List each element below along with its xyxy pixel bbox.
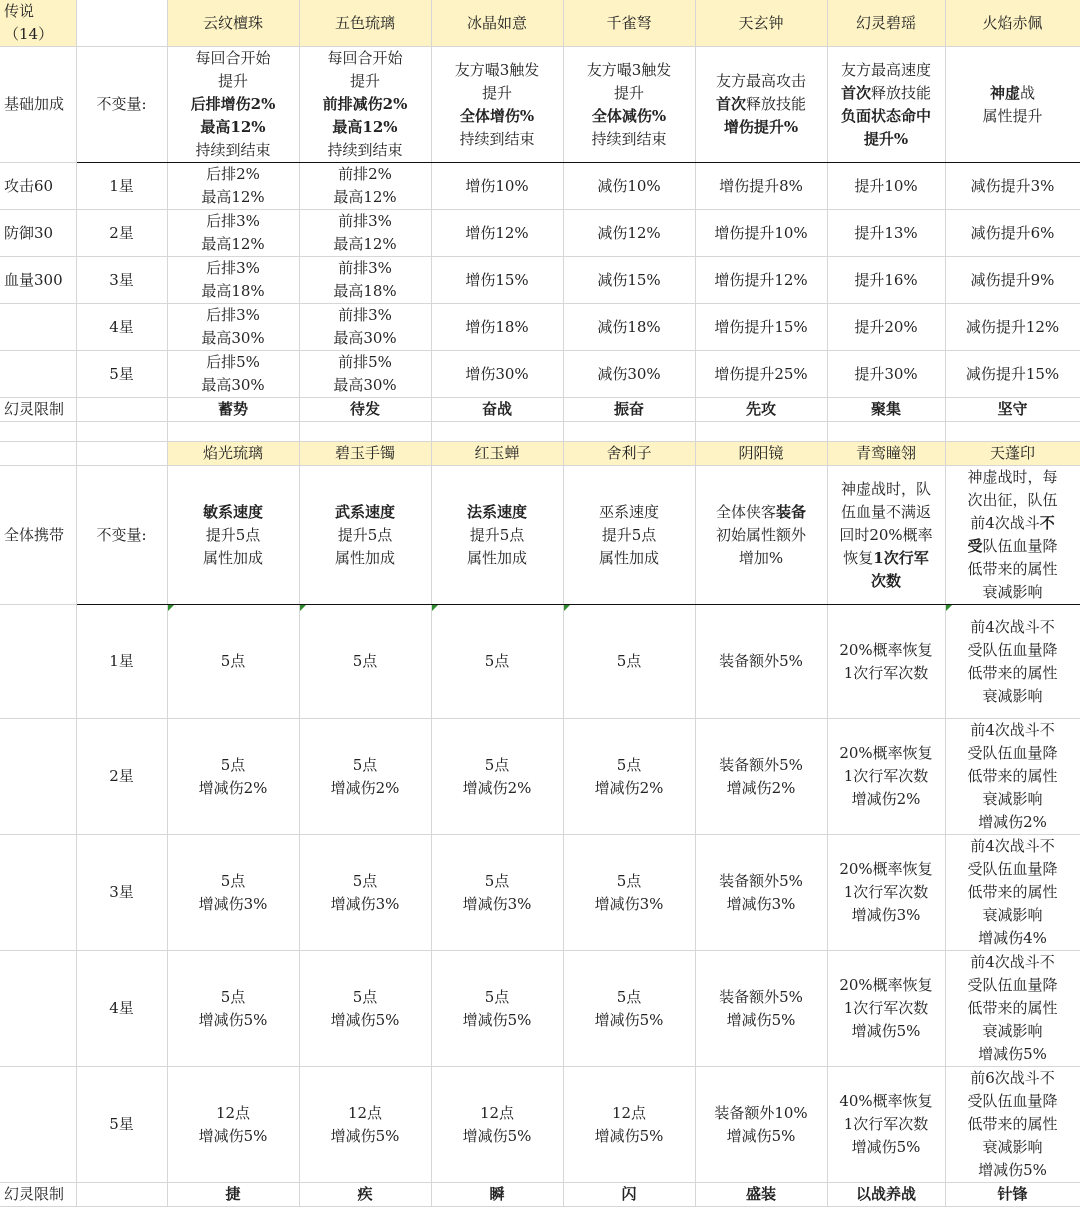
base-value: 提升30% [827,351,945,398]
base-value: 提升16% [827,257,945,304]
item-name-2: 五色琉璃 [299,0,431,47]
limit-11: 闪 [563,1183,695,1207]
carry-value: 5点 增减伤5% [167,951,299,1067]
base-value: 增伤提升25% [695,351,827,398]
limit-7: 坚守 [945,398,1080,422]
star-label: 4星 [76,951,167,1067]
base-value: 前排3% 最高18% [299,257,431,304]
item-name-9: 碧玉手镯 [299,442,431,466]
carry-value: 前4次战斗不 受队伍血量降 低带来的属性 衰减影响 [945,605,1080,719]
base-desc-7: 神虚战 属性提升 [945,47,1080,163]
empty-cell [563,422,695,442]
carry-value: 5点 增减伤2% [431,719,563,835]
star-label: 1星 [76,605,167,719]
limit-5: 先攻 [695,398,827,422]
carry-value: 装备额外5% 增减伤3% [695,835,827,951]
limit-1: 蓄势 [167,398,299,422]
base-desc-5: 友方最高攻击 首次释放技能 增伤提升% [695,47,827,163]
carry-value: 5点 [299,605,431,719]
star-label: 3星 [76,257,167,304]
base-value: 后排5% 最高30% [167,351,299,398]
carry-value: 5点 增减伤3% [563,835,695,951]
limit-6: 聚集 [827,398,945,422]
side-stat-1: 攻击60 [0,163,76,210]
item-name-8: 焰光琉璃 [167,442,299,466]
invariant-label: 不变量: [76,47,167,163]
base-value: 后排3% 最高18% [167,257,299,304]
side-stat-5 [0,351,76,398]
carry-value: 5点 增减伤2% [299,719,431,835]
item-name-3: 冰晶如意 [431,0,563,47]
carry-value: 前6次战斗不 受队伍血量降 低带来的属性 衰减影响 增减伤5% [945,1067,1080,1183]
carry-value: 12点 增减伤5% [563,1067,695,1183]
carry-value: 20%概率恢复 1次行军次数 增减伤2% [827,719,945,835]
base-value: 后排2% 最高12% [167,163,299,210]
carry-value: 20%概率恢复 1次行军次数 [827,605,945,719]
empty-cell [945,422,1080,442]
base-value: 增伤15% [431,257,563,304]
base-value: 减伤提升12% [945,304,1080,351]
empty-cell [0,835,76,951]
base-value: 增伤提升10% [695,210,827,257]
carry-value: 20%概率恢复 1次行军次数 增减伤5% [827,951,945,1067]
carry-label: 全体携带 [0,466,76,605]
carry-value: 前4次战斗不 受队伍血量降 低带来的属性 衰减影响 增减伤4% [945,835,1080,951]
star-label: 2星 [76,210,167,257]
base-value: 增伤提升8% [695,163,827,210]
empty-cell [0,422,76,442]
invariant-label: 不变量: [76,466,167,605]
base-value: 减伤15% [563,257,695,304]
base-value: 前排3% 最高30% [299,304,431,351]
carry-value: 12点 增减伤5% [167,1067,299,1183]
base-value: 减伤提升6% [945,210,1080,257]
carry-value: 5点 增减伤2% [167,719,299,835]
carry-value: 5点 增减伤5% [563,951,695,1067]
limit-10: 瞬 [431,1183,563,1207]
carry-value: 装备额外5% [695,605,827,719]
base-value: 增伤提升12% [695,257,827,304]
base-value: 提升20% [827,304,945,351]
carry-value: 5点 增减伤2% [563,719,695,835]
base-value: 前排5% 最高30% [299,351,431,398]
carry-value: 装备额外5% 增减伤5% [695,951,827,1067]
carry-value: 40%概率恢复 1次行军次数 增减伤5% [827,1067,945,1183]
item-name-12: 阴阳镜 [695,442,827,466]
legend-title: 传说（14） [0,0,76,47]
item-name-6: 幻灵碧瑶 [827,0,945,47]
carry-value: 5点 增减伤3% [299,835,431,951]
base-value: 减伤30% [563,351,695,398]
base-value: 增伤10% [431,163,563,210]
carry-value: 5点 [563,605,695,719]
empty-cell [76,398,167,422]
item-name-4: 千雀弩 [563,0,695,47]
base-value: 后排3% 最高30% [167,304,299,351]
item-name-11: 舍利子 [563,442,695,466]
base-value: 减伤提升3% [945,163,1080,210]
empty-cell [299,422,431,442]
carry-value: 5点 [431,605,563,719]
carry-value: 5点 增减伤5% [299,951,431,1067]
item-name-7: 火焰赤佩 [945,0,1080,47]
base-value: 后排3% 最高12% [167,210,299,257]
base-bonus-label: 基础加成 [0,47,76,163]
carry-value: 12点 增减伤5% [299,1067,431,1183]
carry-value: 5点 增减伤5% [431,951,563,1067]
limit-label: 幻灵限制 [0,1183,76,1207]
carry-value: 装备额外10% 增减伤5% [695,1067,827,1183]
limit-12: 盛装 [695,1183,827,1207]
limit-13: 以战养战 [827,1183,945,1207]
carry-desc-2: 武系速度 提升5点 属性加成 [299,466,431,605]
base-value: 前排2% 最高12% [299,163,431,210]
empty-cell [431,422,563,442]
base-value: 前排3% 最高12% [299,210,431,257]
empty-cell [76,0,167,47]
empty-cell [695,422,827,442]
base-value: 减伤18% [563,304,695,351]
limit-8: 捷 [167,1183,299,1207]
item-name-5: 天玄钟 [695,0,827,47]
carry-value: 20%概率恢复 1次行军次数 增减伤3% [827,835,945,951]
carry-desc-7: 神虚战时，每 次出征，队伍 前4次战斗不 受队伍血量降 低带来的属性 衰减影响 [945,466,1080,605]
item-name-1: 云纹檀珠 [167,0,299,47]
carry-value: 12点 增减伤5% [431,1067,563,1183]
carry-desc-6: 神虚战时，队 伍血量不满返 回时20%概率 恢复1次行军 次数 [827,466,945,605]
star-label: 5星 [76,1067,167,1183]
limit-2: 待发 [299,398,431,422]
star-label: 1星 [76,163,167,210]
carry-value: 装备额外5% 增减伤2% [695,719,827,835]
star-label: 3星 [76,835,167,951]
item-name-13: 青鸾瞳翎 [827,442,945,466]
limit-label: 幻灵限制 [0,398,76,422]
limit-14: 针锋 [945,1183,1080,1207]
side-stat-3: 血量300 [0,257,76,304]
star-label: 2星 [76,719,167,835]
carry-desc-1: 敏系速度 提升5点 属性加成 [167,466,299,605]
empty-cell [167,422,299,442]
base-value: 减伤12% [563,210,695,257]
empty-cell [0,951,76,1067]
carry-desc-3: 法系速度 提升5点 属性加成 [431,466,563,605]
base-desc-4: 友方嘬3触发 提升 全体减伤% 持续到结束 [563,47,695,163]
carry-value: 5点 增减伤3% [167,835,299,951]
empty-cell [827,422,945,442]
base-value: 减伤提升15% [945,351,1080,398]
empty-cell [76,422,167,442]
base-desc-6: 友方最高速度 首次释放技能 负面状态命中 提升% [827,47,945,163]
star-label: 5星 [76,351,167,398]
limit-4: 振奋 [563,398,695,422]
base-value: 增伤12% [431,210,563,257]
carry-value: 5点 [167,605,299,719]
base-value: 减伤10% [563,163,695,210]
empty-cell [0,442,76,466]
limit-3: 奋战 [431,398,563,422]
empty-cell [0,719,76,835]
base-desc-3: 友方嘬3触发 提升 全体增伤% 持续到结束 [431,47,563,163]
base-value: 减伤提升9% [945,257,1080,304]
base-desc-2: 每回合开始 提升 前排减伤2% 最高12% 持续到结束 [299,47,431,163]
side-stat-4 [0,304,76,351]
base-value: 增伤30% [431,351,563,398]
item-name-14: 天蓬印 [945,442,1080,466]
base-value: 提升13% [827,210,945,257]
base-desc-1: 每回合开始 提升 后排增伤2% 最高12% 持续到结束 [167,47,299,163]
empty-cell [76,1183,167,1207]
carry-desc-5: 全体侠客装备 初始属性额外 增加% [695,466,827,605]
base-value: 增伤提升15% [695,304,827,351]
item-name-10: 红玉蝉 [431,442,563,466]
carry-value: 5点 增减伤3% [431,835,563,951]
empty-cell [76,442,167,466]
carry-desc-4: 巫系速度 提升5点 属性加成 [563,466,695,605]
base-value: 增伤18% [431,304,563,351]
carry-value: 前4次战斗不 受队伍血量降 低带来的属性 衰减影响 增减伤2% [945,719,1080,835]
star-label: 4星 [76,304,167,351]
side-stat-2: 防御30 [0,210,76,257]
empty-cell [0,1067,76,1183]
carry-value: 前4次战斗不 受队伍血量降 低带来的属性 衰减影响 增减伤5% [945,951,1080,1067]
empty-cell [0,605,76,719]
limit-9: 疾 [299,1183,431,1207]
base-value: 提升10% [827,163,945,210]
